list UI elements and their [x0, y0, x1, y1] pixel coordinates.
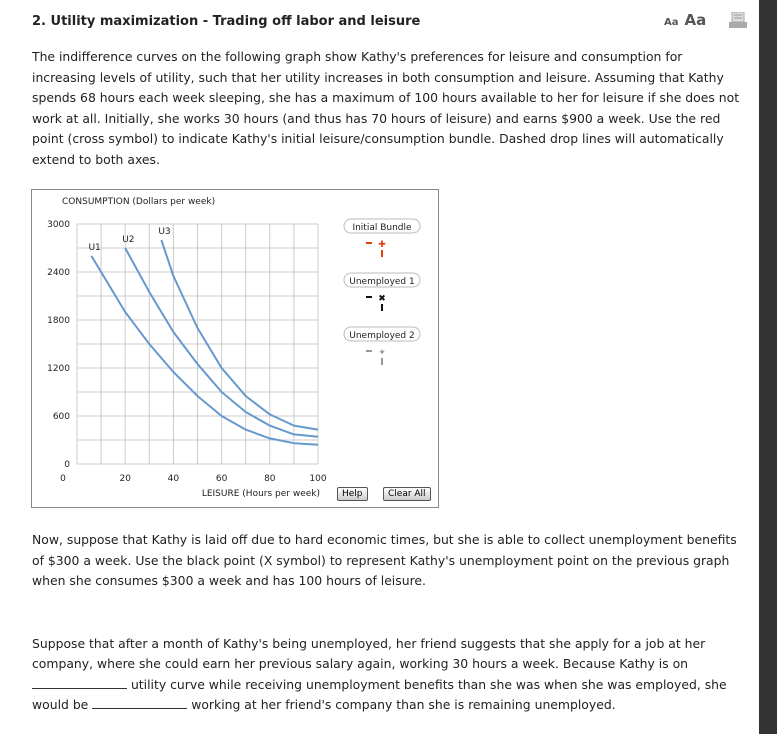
scrollbar[interactable] [759, 0, 777, 734]
y-tick-label: 3000 [47, 220, 70, 230]
indifference-chart[interactable] [32, 190, 438, 507]
unemployment-text: Now, suppose that Kathy is laid off due to hard economic times, but she is able to collect unemployment benefits of $300 a week. Use the black point (X symbol) to represent Kathy's unemployment point on the previous graph when she consumes $300 a week and has 100 hours of leisure. [32, 532, 737, 588]
x-axis-label: LEISURE (Hours per week) [201, 489, 320, 499]
legend-label: Unemployed 2 [349, 331, 415, 341]
curve-label: U1 [88, 243, 101, 253]
clear-all-button[interactable]: Clear All [383, 487, 431, 501]
x-tick-label: 100 [309, 474, 327, 484]
y-tick-label: 1200 [47, 364, 70, 374]
y-tick-label: 600 [52, 412, 70, 422]
star-point-icon[interactable]: ✦ [378, 348, 386, 358]
y-tick-label: 0 [64, 460, 70, 470]
legend-label: Unemployed 1 [349, 277, 415, 287]
intro-text: The indifference curves on the following graph show Kathy's preferences for leisure and consumption for increasing levels of utility, such that her utility increases in both consumption and leisure. Assuming that Kathy spends 68 hours each week sleeping, she has a maximum of 100 hours available to her for leisure if she does not work at all. Initially, she works 30 hours (and thus has 70 hours of leisure) and earns $900 a week. Use the red point (cross symbol) to indicate Kathy's initial leisure/consumption bundle. Dashed drop lines will automatically extend to both axes. [32, 49, 740, 167]
x-tick-label: 0 [60, 474, 66, 484]
x-tick-label: 80 [264, 474, 276, 484]
x-tick-label: 40 [167, 474, 180, 484]
x-point-icon[interactable]: ✖ [378, 294, 386, 304]
y-axis-label: CONSUMPTION (Dollars per week) [62, 197, 216, 207]
print-icon[interactable] [729, 12, 747, 28]
blank-1-dropdown[interactable] [32, 676, 127, 689]
curve-u3 [161, 240, 318, 430]
curve-label: U2 [122, 235, 135, 245]
question-title: 2. Utility maximization - Trading off labor and leisure [32, 14, 421, 29]
question-content [32, 0, 744, 716]
x-tick-label: 20 [119, 474, 131, 484]
y-tick-label: 1800 [47, 316, 70, 326]
question-text: Suppose that after a month of Kathy's being unemployed, her friend suggests that she apply for a job at her company, where she could earn her previous salary again, working 30 hours a week. Because Kathy is on utility curve while receiving unemployment benefits than she was when she was employed, she would be working at her friend's company than she is remaining unemployed. [32, 635, 727, 712]
help-button[interactable]: Help [337, 487, 368, 501]
legend-label: Initial Bundle [352, 223, 412, 233]
blank-2-dropdown[interactable] [92, 696, 187, 709]
chart-panel[interactable] [31, 189, 439, 508]
curve-label: U3 [158, 227, 171, 237]
font-large-button[interactable]: Aa [684, 11, 707, 29]
x-tick-label: 60 [215, 474, 228, 484]
font-small-button[interactable]: Aa [664, 17, 679, 28]
y-tick-label: 2400 [47, 268, 70, 278]
cross-point-icon[interactable]: ✚ [378, 240, 386, 250]
